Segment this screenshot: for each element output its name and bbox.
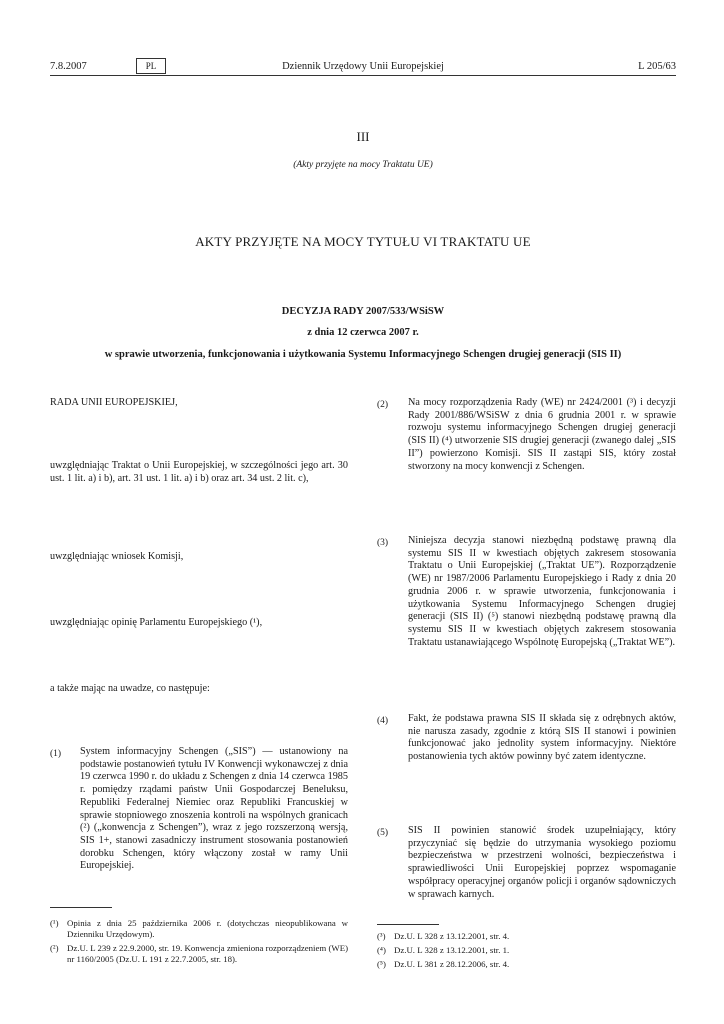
- recital-number: (3): [377, 538, 389, 548]
- footnote-number: (³): [377, 931, 386, 941]
- footnote-number: (²): [50, 943, 59, 953]
- recital-text: Na mocy rozporządzenia Rady (WE) nr 2424/2001 (³) i decyzji Rady 2001/886/WSiSW z dnia 6 grudnia 2001 r. w sprawie rozwoju systemu informacyjnego Schengen drugiej generacji (SIS II) (⁴) utworzenie SIS drugiej generacji (zwanego dalej „SIS II”) powierzono Komisji. SIS II zastąpi SIS, który został stworzony na mocy konwencji z Schengen.: [408, 397, 676, 472]
- footnote-number: (¹): [50, 918, 59, 928]
- footnote-number: (⁵): [377, 959, 386, 969]
- citation-parliament: uwzględniając opinię Parlamentu Europejskiego (¹),: [50, 617, 263, 628]
- recital-text: SIS II powinien stanowić środek uzupełniający, który przyczyniać się będzie do utrzymania wysokiego poziomu bezpieczeństwa w przestrzeni wolności, bezpieczeństwa i sprawiedliwości Unii Europejskiej poprzez wspomaganie współpracy operacyjnej organów policji i organów sądowniczych w sprawach karnych.: [408, 825, 676, 900]
- recital-text: Niniejsza decyzja stanowi niezbędną podstawę prawną dla systemu SIS II w kwestiach objętych zakresem stosowania Traktatu o Unii Europejskiej („Traktat UE”). Rozporządzenie (WE) nr 1987/2006 Parlamentu Europejskiego i Rady z dnia 20 grudnia 2006 r. w sprawie utworzenia, funkcjonowania i użytkowania Systemu Informacyjnego Schengen drugiej generacji (SIS II) (⁵) stanowi niezbędną podstawę prawną dla systemu SIS II w kwestiach objętych zakresem stosowania Traktatu ustanawiającego Wspólnotę Europejską („Traktat WE”).: [408, 535, 676, 648]
- decision-date: z dnia 12 czerwca 2007 r.: [307, 327, 419, 338]
- main-title: AKTY PRZYJĘTE NA MOCY TYTUŁU VI TRAKTATU UE: [195, 234, 531, 249]
- section-number: III: [356, 129, 370, 144]
- footnote-text: Opinia z dnia 25 października 2006 r. (dotychczas nieopublikowana w Dzienniku Urzędowym).: [67, 918, 348, 940]
- decision-subject: w sprawie utworzenia, funkcjonowania i użytkowania Systemu Informacyjnego Schengen drugiej generacji (SIS II): [104, 349, 622, 360]
- recital-number: (2): [377, 400, 389, 410]
- whereas-intro: a także mając na uwadze, co następuje:: [50, 683, 210, 694]
- recital-text: Fakt, że podstawa prawna SIS II składa się z odrębnych aktów, nie narusza zasady, zgodnie z którą SIS II stanowi i powinien funkcjonować jako jednolity system informacyjny. Niektóre postanowienia tych aktów powinny być zatem identyczne.: [408, 713, 676, 763]
- recital-number: (1): [50, 749, 62, 759]
- recital-number: (5): [377, 828, 389, 838]
- recital-number: (4): [377, 716, 389, 726]
- footnote-number: (⁴): [377, 945, 386, 955]
- council-heading: RADA UNII EUROPEJSKIEJ,: [50, 397, 178, 408]
- recital-text: System informacyjny Schengen („SIS”) — ustanowiony na podstawie postanowień tytułu IV Konwencji wykonawczej z dnia 19 czerwca 1990 r. do układu z Schengen z dnia 14 czerwca 1985 r. pomiędzy rządami państw Unii Gospodarczej Beneluksu, Republiki Federalnej Niemiec oraz Republiki Francuskiej w sprawie stopniowego znoszenia kontroli na wspólnych granicach (²) („konwencja z Schengen”), wraz z jego rozszerzoną wersją, SIS 1+, stanowi zasadniczy instrument stosowania postanowień dorobku Schengen, który włączony został w ramy Unii Europejskiej.: [80, 746, 348, 872]
- decision-title: DECYZJA RADY 2007/533/WSiSW: [281, 306, 445, 317]
- footnote-text: Dz.U. L 328 z 13.12.2001, str. 1.: [394, 945, 510, 955]
- section-subtitle: (Akty przyjęte na mocy Traktatu UE): [293, 160, 433, 170]
- citation-treaty: uwzględniając Traktat o Unii Europejskiej, w szczególności jego art. 30 ust. 1 lit. a) i b), art. 31 ust. 1 lit. a) i b) oraz art. 34 ust. 2 lit. c),: [50, 460, 348, 484]
- footnote-text: Dz.U. L 328 z 13.12.2001, str. 4.: [394, 931, 510, 941]
- header-rule: [50, 75, 676, 76]
- footnote-rule: [377, 924, 439, 925]
- language-badge: PL: [136, 58, 166, 74]
- footnote-rule: [50, 907, 112, 908]
- journal-name: Dziennik Urzędowy Unii Europejskiej: [282, 61, 444, 72]
- citation-commission: uwzględniając wniosek Komisji,: [50, 551, 184, 562]
- footnote-text: Dz.U. L 239 z 22.9.2000, str. 19. Konwencja zmieniona rozporządzeniem (WE) nr 1160/2005 (Dz.U. L 191 z 22.7.2005, str. 18).: [67, 943, 348, 965]
- footnote-text: Dz.U. L 381 z 28.12.2006, str. 4.: [394, 959, 510, 969]
- header-date: 7.8.2007: [50, 61, 87, 72]
- page-reference: L 205/63: [638, 61, 676, 72]
